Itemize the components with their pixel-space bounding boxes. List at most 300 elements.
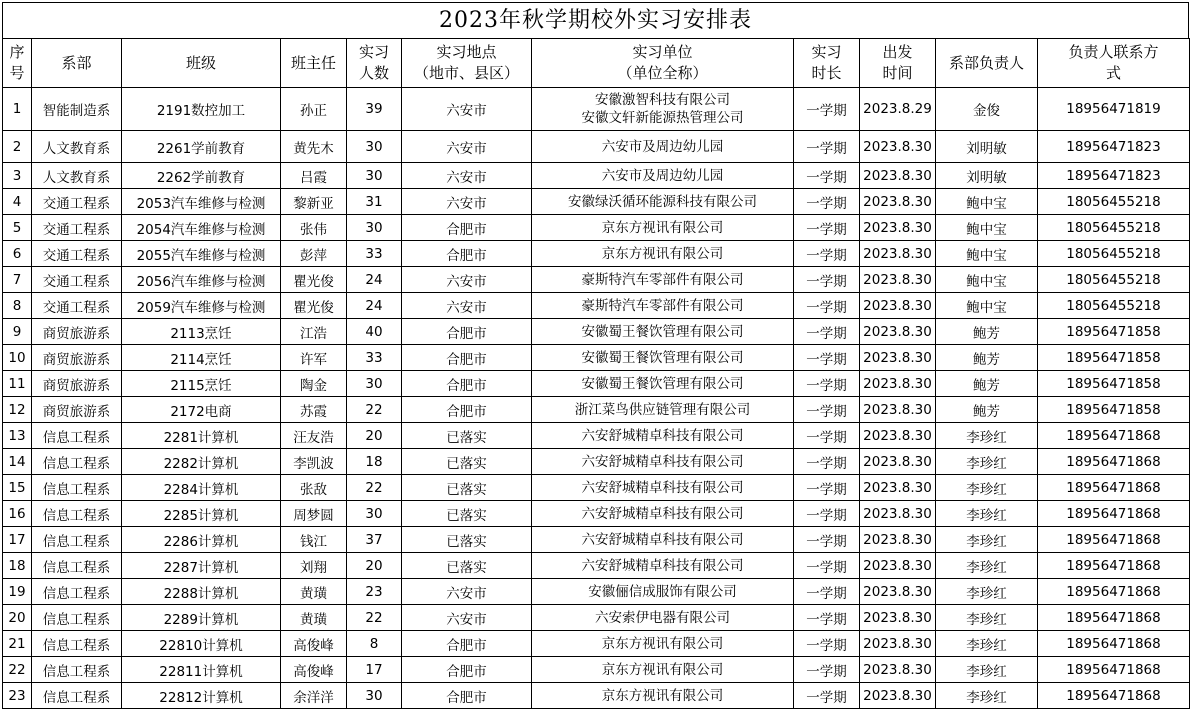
header-line: 班级: [185, 53, 216, 72]
cell-no: 8: [3, 293, 32, 319]
cell-place: 合肥市: [402, 241, 532, 267]
cell-phone: 18956471823: [1038, 163, 1190, 189]
cell-teacher: 孙正: [281, 88, 347, 131]
table-row: [3, 579, 1190, 605]
cell-dept: 信息工程系: [32, 423, 122, 449]
cell-no: 11: [3, 371, 32, 397]
cell-class: 2056汽车维修与检测: [122, 267, 281, 293]
cell-leader: 李珍红: [936, 501, 1038, 527]
cell-phone: 18056455218: [1038, 189, 1190, 215]
col-header-no: [3, 39, 32, 88]
cell-count: 30: [347, 131, 402, 163]
cell-class: 2113烹饪: [122, 319, 281, 345]
cell-date: 2023.8.30: [860, 345, 936, 371]
cell-duration: 一学期: [794, 449, 860, 475]
cell-phone: 18956471819: [1038, 88, 1190, 131]
unit-line: 浙江菜鸟供应链管理有限公司: [574, 401, 751, 418]
cell-place: 六安市: [402, 88, 532, 131]
header-row: [3, 39, 1190, 88]
cell-teacher: 黄璜: [281, 605, 347, 631]
cell-duration: 一学期: [794, 131, 860, 163]
header-line: 实习单位: [632, 43, 693, 61]
cell-place: 六安市: [402, 189, 532, 215]
cell-unit: [532, 605, 794, 631]
table-row: [3, 683, 1190, 709]
cell-duration: 一学期: [794, 215, 860, 241]
cell-leader: 鲍中宝: [936, 215, 1038, 241]
cell-unit: [532, 131, 794, 163]
cell-teacher: 张伟: [281, 215, 347, 241]
table-row: [3, 131, 1190, 163]
table-row: [3, 475, 1190, 501]
cell-teacher: 黄先木: [281, 131, 347, 163]
cell-no: 23: [3, 683, 32, 709]
cell-date: 2023.8.30: [860, 215, 936, 241]
cell-phone: 18956471858: [1038, 397, 1190, 423]
cell-dept: 信息工程系: [32, 631, 122, 657]
cell-count: 18: [347, 449, 402, 475]
cell-dept: 信息工程系: [32, 475, 122, 501]
cell-date: 2023.8.30: [860, 553, 936, 579]
cell-date: 2023.8.30: [860, 423, 936, 449]
cell-leader: 鲍中宝: [936, 241, 1038, 267]
cell-count: 30: [347, 371, 402, 397]
cell-place: 已落实: [402, 553, 532, 579]
cell-dept: 交通工程系: [32, 241, 122, 267]
table-row: [3, 605, 1190, 631]
cell-teacher: 周梦圆: [281, 501, 347, 527]
cell-duration: 一学期: [794, 319, 860, 345]
cell-count: 24: [347, 293, 402, 319]
cell-teacher: 瞿光俊: [281, 293, 347, 319]
cell-leader: 鲍芳: [936, 371, 1038, 397]
col-header-class: [122, 39, 281, 88]
table-row: [3, 501, 1190, 527]
cell-dept: 信息工程系: [32, 527, 122, 553]
cell-leader: 李珍红: [936, 657, 1038, 683]
table-row: [3, 423, 1190, 449]
header-line: 序: [9, 43, 25, 61]
cell-duration: 一学期: [794, 475, 860, 501]
header-line: 出发: [882, 43, 913, 61]
cell-class: 2115烹饪: [122, 371, 281, 397]
cell-class: 2114烹饪: [122, 345, 281, 371]
cell-unit: [532, 579, 794, 605]
cell-duration: 一学期: [794, 345, 860, 371]
cell-no: 7: [3, 267, 32, 293]
cell-teacher: 苏霞: [281, 397, 347, 423]
cell-count: 30: [347, 683, 402, 709]
cell-date: 2023.8.30: [860, 267, 936, 293]
header-line: 式: [1105, 64, 1121, 82]
cell-dept: 智能制造系: [32, 88, 122, 131]
cell-leader: 李珍红: [936, 605, 1038, 631]
cell-unit: [532, 88, 794, 131]
cell-teacher: 钱江: [281, 527, 347, 553]
cell-class: 22810计算机: [122, 631, 281, 657]
cell-count: 33: [347, 345, 402, 371]
cell-dept: 交通工程系: [32, 293, 122, 319]
table-row: [3, 397, 1190, 423]
header-line: 人数: [358, 64, 389, 82]
col-header-teacher: [281, 39, 347, 88]
unit-line: 六安舒城精卓科技有限公司: [581, 505, 744, 522]
cell-teacher: 瞿光俊: [281, 267, 347, 293]
cell-no: 13: [3, 423, 32, 449]
cell-leader: 李珍红: [936, 475, 1038, 501]
cell-unit: [532, 319, 794, 345]
cell-teacher: 李凯波: [281, 449, 347, 475]
cell-phone: 18956471868: [1038, 449, 1190, 475]
cell-leader: 鲍中宝: [936, 189, 1038, 215]
cell-duration: 一学期: [794, 189, 860, 215]
cell-count: 20: [347, 423, 402, 449]
cell-count: 22: [347, 475, 402, 501]
cell-date: 2023.8.30: [860, 475, 936, 501]
cell-date: 2023.8.30: [860, 189, 936, 215]
unit-line: 豪斯特汽车零部件有限公司: [581, 271, 744, 288]
cell-date: 2023.8.29: [860, 88, 936, 131]
unit-line: 京东方视讯有限公司: [601, 219, 724, 236]
cell-dept: 交通工程系: [32, 267, 122, 293]
cell-phone: 18956471858: [1038, 319, 1190, 345]
table-row: [3, 449, 1190, 475]
header-line: 班主任: [290, 53, 336, 72]
cell-dept: 商贸旅游系: [32, 397, 122, 423]
cell-teacher: 江浩: [281, 319, 347, 345]
cell-duration: 一学期: [794, 527, 860, 553]
cell-no: 14: [3, 449, 32, 475]
cell-place: 合肥市: [402, 215, 532, 241]
table-row: [3, 241, 1190, 267]
cell-leader: 刘明敏: [936, 131, 1038, 163]
unit-line: 安徽蜀王餐饮管理有限公司: [581, 323, 744, 340]
cell-leader: 李珍红: [936, 631, 1038, 657]
cell-date: 2023.8.30: [860, 657, 936, 683]
cell-dept: 信息工程系: [32, 657, 122, 683]
cell-phone: 18956471868: [1038, 605, 1190, 631]
cell-phone: 18956471858: [1038, 345, 1190, 371]
cell-duration: 一学期: [794, 605, 860, 631]
table-body: [3, 88, 1190, 709]
cell-date: 2023.8.30: [860, 163, 936, 189]
unit-line: 豪斯特汽车零部件有限公司: [581, 297, 744, 314]
cell-phone: 18956471868: [1038, 683, 1190, 709]
cell-no: 12: [3, 397, 32, 423]
cell-date: 2023.8.30: [860, 683, 936, 709]
cell-leader: 李珍红: [936, 553, 1038, 579]
col-header-dept: [32, 39, 122, 88]
cell-place: 六安市: [402, 131, 532, 163]
cell-unit: [532, 449, 794, 475]
cell-count: 17: [347, 657, 402, 683]
sheet-title: 2023年秋学期校外实习安排表: [2, 2, 1189, 38]
cell-place: 已落实: [402, 527, 532, 553]
cell-date: 2023.8.30: [860, 605, 936, 631]
cell-no: 19: [3, 579, 32, 605]
cell-unit: [532, 527, 794, 553]
schedule-table: [2, 38, 1190, 709]
cell-leader: 金俊: [936, 88, 1038, 131]
cell-class: 2288计算机: [122, 579, 281, 605]
unit-line: 京东方视讯有限公司: [601, 245, 724, 262]
cell-date: 2023.8.30: [860, 293, 936, 319]
table-row: [3, 631, 1190, 657]
cell-leader: 李珍红: [936, 449, 1038, 475]
cell-date: 2023.8.30: [860, 319, 936, 345]
cell-date: 2023.8.30: [860, 631, 936, 657]
cell-duration: 一学期: [794, 267, 860, 293]
cell-duration: 一学期: [794, 657, 860, 683]
cell-place: 六安市: [402, 605, 532, 631]
col-header-leader: [936, 39, 1038, 88]
cell-place: 合肥市: [402, 657, 532, 683]
cell-unit: [532, 631, 794, 657]
cell-place: 六安市: [402, 293, 532, 319]
cell-phone: 18056455218: [1038, 215, 1190, 241]
unit-line: 六安舒城精卓科技有限公司: [581, 453, 744, 470]
unit-line: 安徽蜀王餐饮管理有限公司: [581, 349, 744, 366]
cell-place: 合肥市: [402, 631, 532, 657]
cell-date: 2023.8.30: [860, 501, 936, 527]
cell-class: 22811计算机: [122, 657, 281, 683]
cell-count: 31: [347, 189, 402, 215]
cell-teacher: 刘翔: [281, 553, 347, 579]
unit-line: 安徽俪信成服饰有限公司: [588, 583, 737, 600]
cell-place: 已落实: [402, 423, 532, 449]
cell-dept: 商贸旅游系: [32, 345, 122, 371]
header-line: （单位全称）: [617, 64, 708, 82]
cell-dept: 交通工程系: [32, 189, 122, 215]
cell-place: 六安市: [402, 579, 532, 605]
header-line: 实习地点: [436, 43, 497, 61]
cell-leader: 鲍芳: [936, 397, 1038, 423]
unit-line: 六安舒城精卓科技有限公司: [581, 479, 744, 496]
cell-place: 合肥市: [402, 345, 532, 371]
cell-no: 1: [3, 88, 32, 131]
cell-duration: 一学期: [794, 163, 860, 189]
table-row: [3, 657, 1190, 683]
cell-dept: 信息工程系: [32, 449, 122, 475]
cell-dept: 信息工程系: [32, 683, 122, 709]
cell-teacher: 高俊峰: [281, 631, 347, 657]
header-line: 系部: [61, 53, 92, 72]
cell-no: 17: [3, 527, 32, 553]
unit-line: 六安索伊电器有限公司: [595, 609, 730, 626]
cell-teacher: 余洋洋: [281, 683, 347, 709]
cell-place: 已落实: [402, 475, 532, 501]
cell-count: 40: [347, 319, 402, 345]
cell-class: 2055汽车维修与检测: [122, 241, 281, 267]
table-row: [3, 88, 1190, 131]
cell-duration: 一学期: [794, 501, 860, 527]
cell-phone: 18956471868: [1038, 579, 1190, 605]
cell-no: 21: [3, 631, 32, 657]
cell-teacher: 黎新亚: [281, 189, 347, 215]
col-header-count: [347, 39, 402, 88]
cell-class: 2287计算机: [122, 553, 281, 579]
cell-class: 2172电商: [122, 397, 281, 423]
table-row: [3, 345, 1190, 371]
cell-class: 2262学前教育: [122, 163, 281, 189]
table-row: [3, 267, 1190, 293]
cell-phone: 18956471868: [1038, 553, 1190, 579]
cell-count: 33: [347, 241, 402, 267]
table-row: [3, 293, 1190, 319]
cell-phone: 18956471868: [1038, 475, 1190, 501]
cell-duration: 一学期: [794, 553, 860, 579]
cell-teacher: 汪友浩: [281, 423, 347, 449]
cell-count: 20: [347, 553, 402, 579]
cell-teacher: 黄璜: [281, 579, 347, 605]
cell-leader: 李珍红: [936, 527, 1038, 553]
cell-count: 22: [347, 397, 402, 423]
cell-place: 合肥市: [402, 371, 532, 397]
cell-phone: 18056455218: [1038, 241, 1190, 267]
cell-teacher: 陶金: [281, 371, 347, 397]
cell-unit: [532, 241, 794, 267]
cell-phone: 18056455218: [1038, 267, 1190, 293]
cell-leader: 刘明敏: [936, 163, 1038, 189]
header-line: 实习: [811, 43, 842, 61]
cell-date: 2023.8.30: [860, 449, 936, 475]
cell-no: 22: [3, 657, 32, 683]
col-header-date: [860, 39, 936, 88]
cell-unit: [532, 163, 794, 189]
cell-count: 8: [347, 631, 402, 657]
cell-date: 2023.8.30: [860, 397, 936, 423]
cell-duration: 一学期: [794, 88, 860, 131]
header-line: 时长: [811, 64, 842, 82]
cell-count: 22: [347, 605, 402, 631]
cell-date: 2023.8.30: [860, 579, 936, 605]
cell-no: 20: [3, 605, 32, 631]
cell-no: 3: [3, 163, 32, 189]
unit-line: 京东方视讯有限公司: [601, 635, 724, 652]
cell-count: 30: [347, 501, 402, 527]
cell-no: 15: [3, 475, 32, 501]
unit-line: 京东方视讯有限公司: [601, 687, 724, 704]
cell-phone: 18956471868: [1038, 501, 1190, 527]
cell-place: 合肥市: [402, 397, 532, 423]
unit-line: 六安市及周边幼儿园: [601, 167, 724, 184]
cell-unit: [532, 215, 794, 241]
cell-dept: 信息工程系: [32, 605, 122, 631]
cell-class: 22812计算机: [122, 683, 281, 709]
table-header: [3, 39, 1190, 88]
cell-teacher: 许军: [281, 345, 347, 371]
table-row: [3, 215, 1190, 241]
cell-dept: 信息工程系: [32, 501, 122, 527]
cell-duration: 一学期: [794, 371, 860, 397]
cell-date: 2023.8.30: [860, 241, 936, 267]
cell-phone: 18056455218: [1038, 293, 1190, 319]
cell-unit: [532, 683, 794, 709]
cell-count: 23: [347, 579, 402, 605]
cell-place: 已落实: [402, 501, 532, 527]
cell-place: 六安市: [402, 267, 532, 293]
cell-unit: [532, 371, 794, 397]
cell-dept: 人文教育系: [32, 131, 122, 163]
cell-no: 10: [3, 345, 32, 371]
cell-dept: 信息工程系: [32, 579, 122, 605]
cell-unit: [532, 553, 794, 579]
cell-duration: 一学期: [794, 241, 860, 267]
cell-class: 2285计算机: [122, 501, 281, 527]
col-header-phone: [1038, 39, 1190, 88]
cell-class: 2191数控加工: [122, 88, 281, 131]
cell-date: 2023.8.30: [860, 131, 936, 163]
cell-class: 2289计算机: [122, 605, 281, 631]
unit-line: 安徽绿沃循环能源科技有限公司: [568, 193, 757, 210]
cell-no: 18: [3, 553, 32, 579]
cell-phone: 18956471868: [1038, 527, 1190, 553]
cell-dept: 商贸旅游系: [32, 371, 122, 397]
cell-unit: [532, 657, 794, 683]
cell-leader: 李珍红: [936, 423, 1038, 449]
cell-no: 16: [3, 501, 32, 527]
unit-line: 安徽激智科技有限公司: [595, 92, 730, 108]
cell-no: 4: [3, 189, 32, 215]
cell-count: 30: [347, 215, 402, 241]
header-line: 实习: [358, 43, 389, 61]
unit-line: 六安舒城精卓科技有限公司: [581, 531, 744, 548]
table-row: [3, 371, 1190, 397]
cell-phone: 18956471868: [1038, 631, 1190, 657]
table-row: [3, 163, 1190, 189]
cell-unit: [532, 189, 794, 215]
cell-class: 2281计算机: [122, 423, 281, 449]
cell-unit: [532, 345, 794, 371]
cell-dept: 交通工程系: [32, 215, 122, 241]
unit-line: 六安舒城精卓科技有限公司: [581, 557, 744, 574]
cell-teacher: 张敌: [281, 475, 347, 501]
cell-leader: 李珍红: [936, 683, 1038, 709]
cell-dept: 信息工程系: [32, 553, 122, 579]
cell-teacher: 吕霞: [281, 163, 347, 189]
cell-phone: 18956471823: [1038, 131, 1190, 163]
cell-count: 37: [347, 527, 402, 553]
cell-leader: 李珍红: [936, 579, 1038, 605]
cell-unit: [532, 293, 794, 319]
cell-class: 2054汽车维修与检测: [122, 215, 281, 241]
cell-unit: [532, 475, 794, 501]
cell-place: 六安市: [402, 163, 532, 189]
header-line: 号: [9, 64, 25, 82]
cell-phone: 18956471858: [1038, 371, 1190, 397]
unit-line: 安徽文轩新能源热管理公司: [581, 110, 744, 126]
header-line: 系部负责人: [948, 53, 1024, 72]
cell-duration: 一学期: [794, 293, 860, 319]
internship-schedule-sheet: [2, 2, 1189, 709]
cell-duration: 一学期: [794, 631, 860, 657]
cell-dept: 商贸旅游系: [32, 319, 122, 345]
cell-leader: 鲍中宝: [936, 267, 1038, 293]
cell-dept: 人文教育系: [32, 163, 122, 189]
cell-phone: 18956471868: [1038, 657, 1190, 683]
unit-line: 六安市及周边幼儿园: [601, 138, 724, 155]
cell-class: 2282计算机: [122, 449, 281, 475]
cell-teacher: 高俊峰: [281, 657, 347, 683]
cell-unit: [532, 501, 794, 527]
cell-class: 2286计算机: [122, 527, 281, 553]
table-row: [3, 527, 1190, 553]
cell-place: 合肥市: [402, 319, 532, 345]
cell-unit: [532, 267, 794, 293]
col-header-unit: [532, 39, 794, 88]
col-header-place: [402, 39, 532, 88]
cell-no: 2: [3, 131, 32, 163]
